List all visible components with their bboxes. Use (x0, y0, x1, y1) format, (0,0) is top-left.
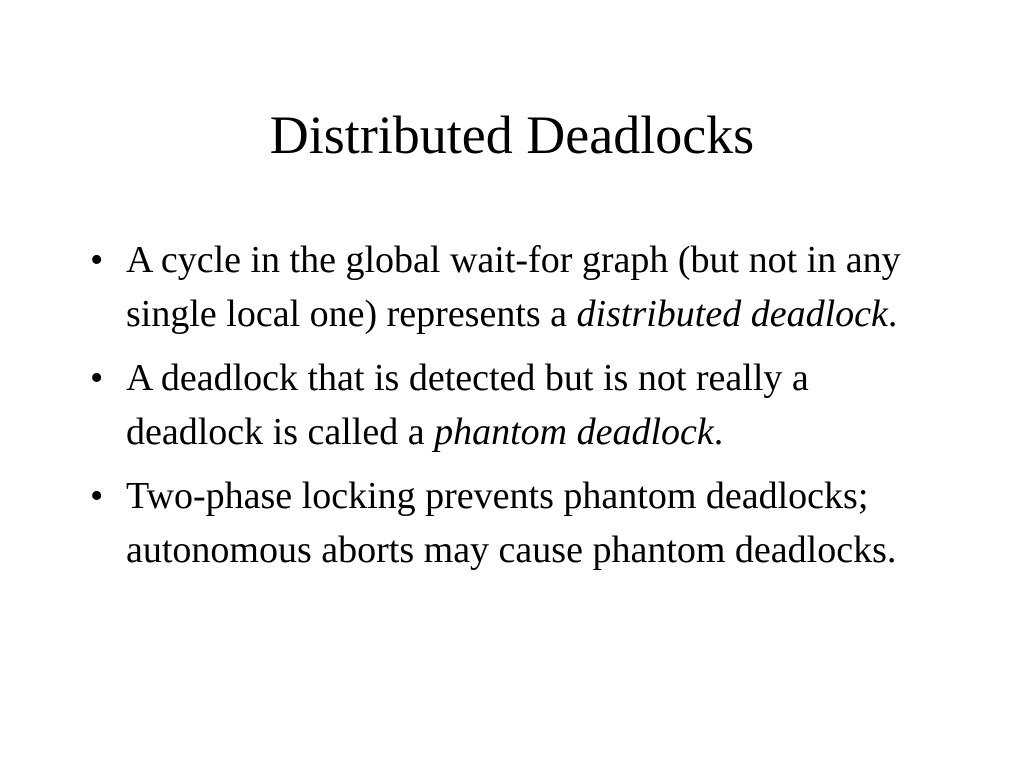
bullet-item-phantom-deadlock (84, 351, 954, 459)
bullet-icon: • (90, 475, 104, 517)
bullet-text: A deadlock that is detected but is not really a deadlock is called a (126, 357, 809, 453)
bullet-text: Two-phase locking prevents phantom deadlocks; autonomous aborts may cause phantom deadlocks. (126, 475, 897, 571)
bullet-term-phantom-deadlock: phantom deadlock (434, 411, 714, 453)
bullet-text: A cycle in the global wait-for graph (but not in any single local one) represents a (126, 239, 901, 335)
bullet-text-end: . (887, 293, 898, 335)
bullet-item-distributed-deadlock (84, 233, 954, 341)
bullet-icon: • (90, 239, 104, 281)
bullet-icon: • (90, 357, 104, 399)
bullet-text-end: . (713, 411, 724, 453)
bullet-term-distributed-deadlock: distributed deadlock (576, 293, 888, 335)
bullet-item-two-phase-locking (84, 469, 954, 577)
bullet-list (84, 233, 954, 587)
slide-title: Distributed Deadlocks (269, 105, 755, 165)
